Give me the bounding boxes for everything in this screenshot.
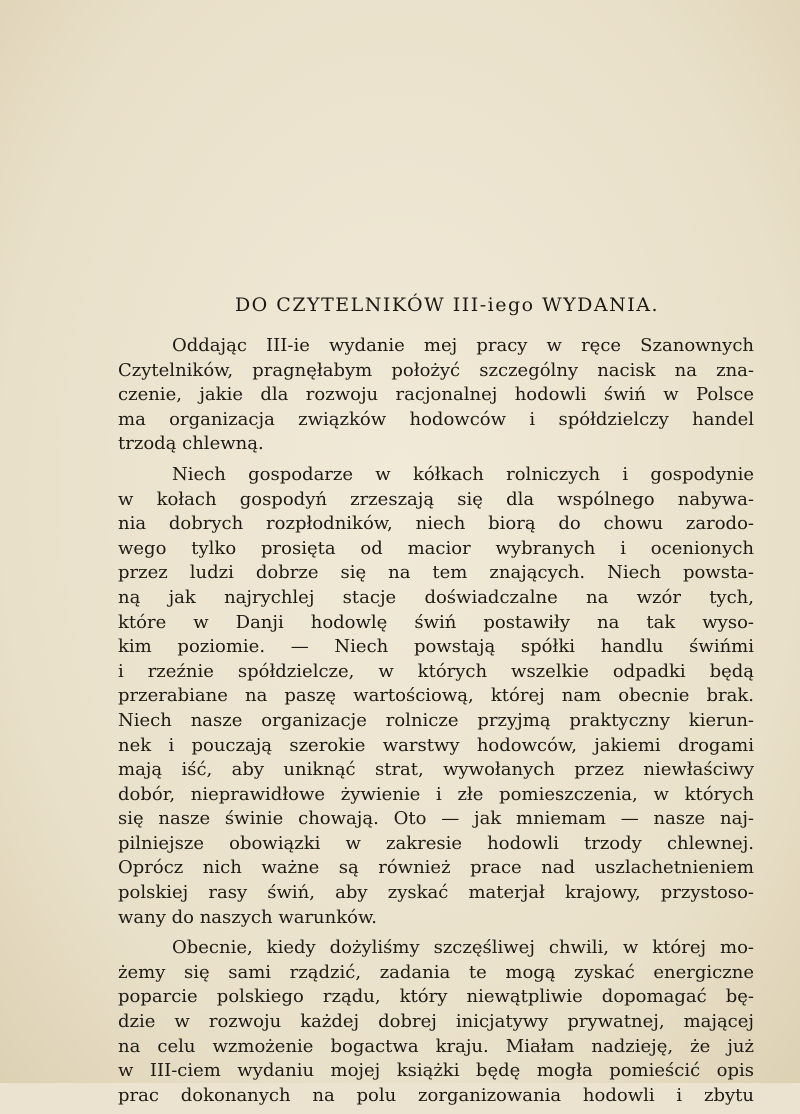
text-line: w III-ciem wydaniu mojej książki będę mogła pomieścić opis: [118, 1060, 754, 1082]
page-heading: DO CZYTELNIKÓW III-iego WYDANIA.: [234, 294, 660, 316]
text-line: polskiej rasy świń, aby zyskać materjał krajowy, przystoso-: [118, 882, 754, 904]
text-line: które w Danji hodowlę świń postawiły na tak wyso-: [118, 611, 754, 633]
text-line: Niech gospodarze w kółkach rolniczych i gospodynie: [172, 463, 754, 485]
text-line: przerabiane na paszę wartościową, której nam obecnie brak.: [118, 685, 754, 707]
text-line: dobór, nieprawidłowe żywienie i złe pomieszczenia, w których: [118, 783, 754, 805]
text-line: się nasze świnie chowają. Oto — jak mniemam — nasze naj-: [118, 808, 754, 830]
text-line: dzie w rozwoju każdej dobrej inicjatywy prywatnej, mającej: [118, 1011, 754, 1033]
paragraph-1: [118, 334, 754, 457]
text-line: wego tylko prosięta od macior wybranych i ocenionych: [118, 537, 754, 559]
text-line: mają iść, aby uniknąć strat, wywołanych przez niewłaściwy: [118, 759, 754, 781]
text-line: czenie, jakie dla rozwoju racjonalnej hodowli świń w Polsce: [118, 384, 754, 406]
text-line: poparcie polskiego rządu, który niewątpliwie dopomagać bę-: [118, 986, 754, 1008]
text-line: Niech nasze organizacje rolnicze przyjmą praktyczny kierun-: [118, 709, 754, 731]
text-line: w kołach gospodyń zrzeszają się dla wspólnego nabywa-: [118, 488, 754, 510]
text-line: pilniejsze obowiązki w zakresie hodowli trzody chlewnej.: [118, 832, 754, 854]
text-line: nia dobrych rozpłodników, niech biorą do chowu zarodo-: [118, 513, 754, 535]
paragraph-3: [118, 936, 754, 1108]
text-line: nek i pouczają szerokie warstwy hodowców, jakiemi drogami: [118, 734, 754, 756]
text-line: Oprócz nich ważne są również prace nad uszlachetnieniem: [118, 857, 754, 879]
text-line: trzodą chlewną.: [118, 433, 264, 455]
text-line: i rzeźnie spółdzielcze, w których wszelkie odpadki będą: [118, 660, 754, 682]
text-line: ma organizacja związków hodowców i spółdzielczy handel: [118, 408, 754, 430]
text-block: [118, 290, 754, 1114]
text-line: wany do naszych warunków.: [118, 906, 377, 928]
text-line: przez ludzi dobrze się na tem znających. Niech powsta-: [118, 562, 754, 584]
text-line: żemy się sami rządzić, zadania te mogą zyskać energiczne: [118, 961, 754, 983]
text-line: na celu wzmożenie bogactwa kraju. Miałam nadzieję, że już: [118, 1035, 754, 1057]
text-line: ną jak najrychlej stacje doświadczalne na wzór tych,: [118, 586, 754, 608]
paragraph-2: [118, 463, 754, 930]
text-line: Czytelników, pragnęłabym położyć szczególny nacisk na zna-: [118, 359, 754, 381]
text-line: Obecnie, kiedy dożyliśmy szczęśliwej chwili, w której mo-: [172, 937, 754, 959]
text-line: kim poziomie. — Niech powstają spółki handlu świńmi: [118, 636, 754, 658]
text-line: prac dokonanych na polu zorganizowania hodowli i zbytu: [118, 1084, 754, 1106]
text-line: Oddając III-ie wydanie mej pracy w ręce Szanownych: [172, 335, 754, 356]
